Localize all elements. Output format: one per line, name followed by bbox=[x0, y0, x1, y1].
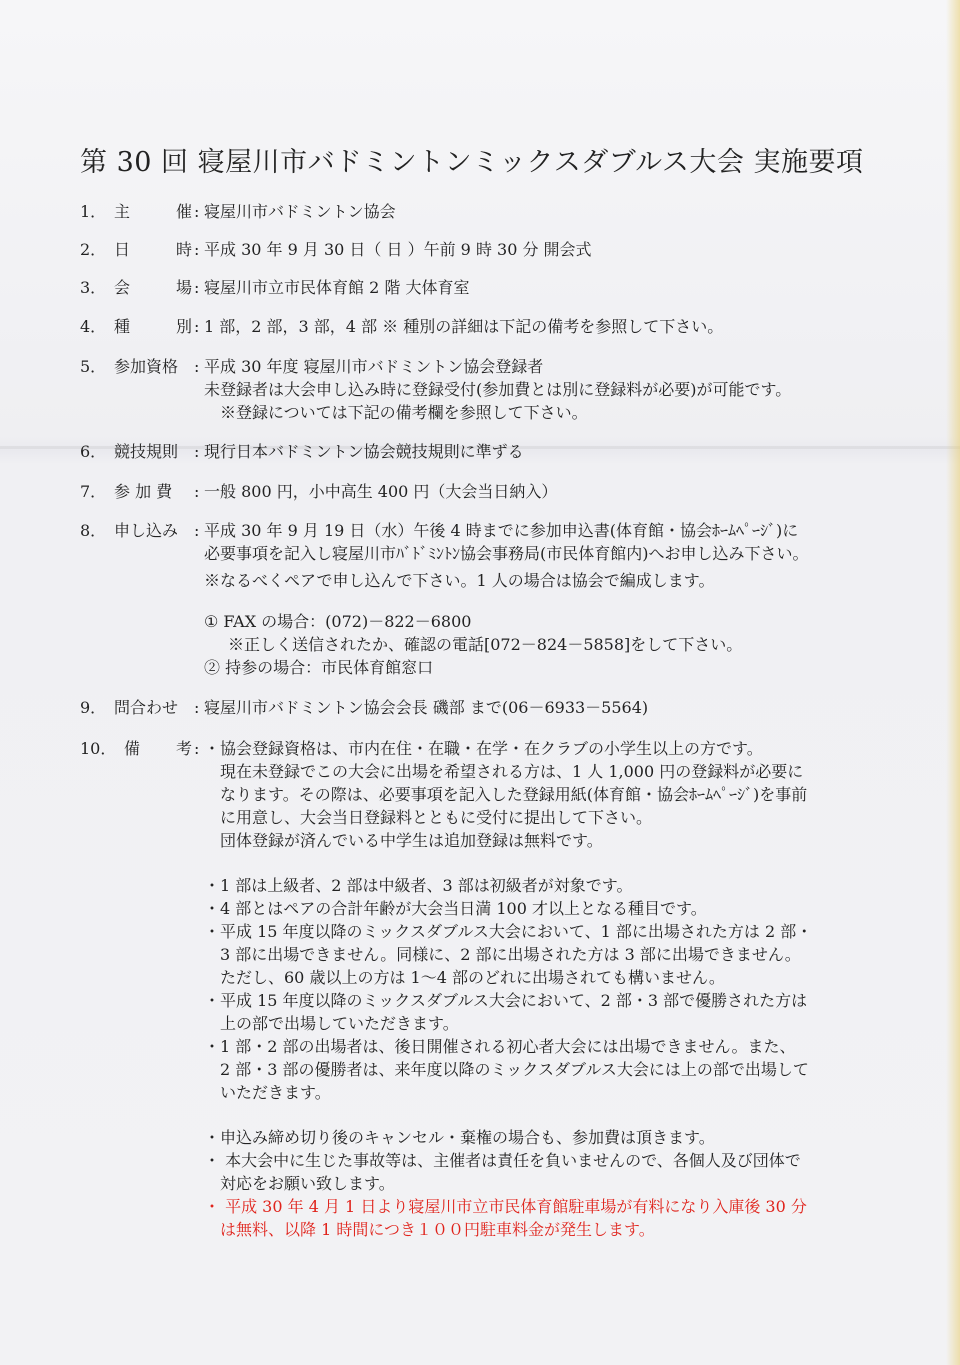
item-value: 一般 800 円，小中高生 400 円（大会当日納入） bbox=[204, 482, 558, 501]
item-value: 平成 30 年 9 月 30 日（ 日 ）午前 9 時 30 分 開会式 bbox=[204, 240, 592, 259]
notes-categories: ・1 部は上級者、2 部は中級者、3 部は初級者が対象です。 ・4 部とはペアの合計年齢が大会当日満 100 才以上となる種目です。 ・平成 15 年度以降のミックスダブルス大会において、1 部に出場された方は 2 部・ 3 部に出場できません。同様に、2 部に出場された方は 3 部に出場できません。 ただし、60 歳以上の方は 1～4 部のどれに出場されても構いません。 ・平成 15 年度以降のミックスダブルス大会において、2 部・3 部で優勝された方は 上の部で出場していただきます。 ・1 部・2 部の出場者は、後日開催される初心者大会には出場できません。また、 2 部・3 部の優勝者は、来年度以降のミックスダブルス大会には上の部で出場して いただきます。 bbox=[204, 876, 813, 1102]
item-label: 会 場 bbox=[114, 278, 192, 297]
item-label: 競技規則 bbox=[114, 442, 179, 461]
document-title: 第 30 回 寝屋川市バドミントンミックスダブルス大会 実施要項 bbox=[80, 147, 864, 178]
item-number: 10． bbox=[80, 739, 117, 758]
item-number: 7． bbox=[80, 482, 107, 501]
paper-edge bbox=[946, 0, 960, 1365]
item-value: 寝屋川市バドミントン協会 bbox=[204, 202, 396, 221]
item-value bbox=[204, 737, 812, 1241]
item-value: 寝屋川市立市民体育館 2 階 大体育室 bbox=[204, 278, 470, 297]
item-number: 9． bbox=[80, 698, 107, 717]
item-label: 種 別 bbox=[114, 317, 192, 336]
item-label: 備 考 bbox=[124, 739, 192, 758]
item-label: 日 時 bbox=[114, 240, 192, 259]
item-number: 4． bbox=[80, 317, 107, 336]
notes-policies: ・申込み締め切り後のキャンセル・棄権の場合も、参加費は頂きます。 ・ 本大会中に生じた事故等は、主催者は責任を負いませんので、各個人及び団体で 対応をお願い致します。 bbox=[204, 1128, 801, 1193]
item-number: 8． bbox=[80, 521, 107, 540]
notes-registration: ・協会登録資格は、市内在住・在職・在学・在クラブの小学生以上の方です。 現在未登録でこの大会に出場を希望される方は、1 人 1,000 円の登録料が必要に なります。その際は、必要事項を記入した登録用紙(体育館・協会ﾎｰﾑﾍﾟｰｼﾞ)を事前 に用意し、大会当日登録料とともに受付に提出して下さい。 団体登録が済んでいる中学生は追加登録は無料です。 bbox=[204, 739, 808, 850]
item-label: 問合わせ bbox=[114, 698, 179, 717]
item-label: 申し込み bbox=[114, 521, 179, 540]
item-value: 平成 30 年 9 月 19 日（水）午後 4 時までに参加申込書(体育館・協会ﾎｰﾑﾍﾟｰｼﾞ)に 必要事項を記入し寝屋川市ﾊﾞﾄﾞﾐﾝﾄﾝ協会事務局(市民体育館内)へお申し込み下さい。 ※なるべくペアで申し込んで下さい。1 人の場合は協会で編成します。 ① FAX の場合：(072)－822－6800 ※正しく送信されたか、確認の電話[072－824－5858]をして下さい。 ② 持参の場合：市民体育館窓口 bbox=[204, 521, 809, 677]
item-number: 2． bbox=[80, 240, 107, 259]
delivery-info: ② 持参の場合：市民体育館窓口 bbox=[204, 658, 434, 677]
item-label: 参加資格 bbox=[114, 357, 179, 376]
item-label: 主 催 bbox=[114, 202, 192, 221]
item-value: 現行日本バドミントン協会競技規則に準ずる bbox=[204, 442, 524, 461]
item-value: 寝屋川市バドミントン協会会長 磯部 まで(06－6933－5564) bbox=[204, 698, 649, 717]
parking-notice: ・ 平成 30 年 4 月 1 日より寝屋川市立市民体育館駐車場が有料になり入庫後 30 分 は無料、以降 1 時間につき１００円駐車料金が発生します。 bbox=[204, 1197, 807, 1239]
fax-info: ① FAX の場合：(072)－822－6800 bbox=[204, 612, 472, 631]
item-number: 5． bbox=[80, 357, 107, 376]
item-number: 1． bbox=[80, 202, 107, 221]
item-label: 参 加 費 bbox=[114, 482, 173, 501]
item-number: 3． bbox=[80, 278, 107, 297]
fax-confirm-note: ※正しく送信されたか、確認の電話[072－824－5858]をして下さい。 bbox=[228, 635, 743, 654]
item-value: 1 部，2 部，3 部，4 部 ※ 種別の詳細は下記の備考を参照して下さい。 bbox=[204, 317, 724, 336]
item-value: 平成 30 年度 寝屋川市バドミントン協会登録者 未登録者は大会申し込み時に登録受付(参加費とは別に登録料が必要)が可能です。 ※登録については下記の備考欄を参照して下さい。 bbox=[204, 357, 792, 422]
item-number: 6． bbox=[80, 442, 107, 461]
